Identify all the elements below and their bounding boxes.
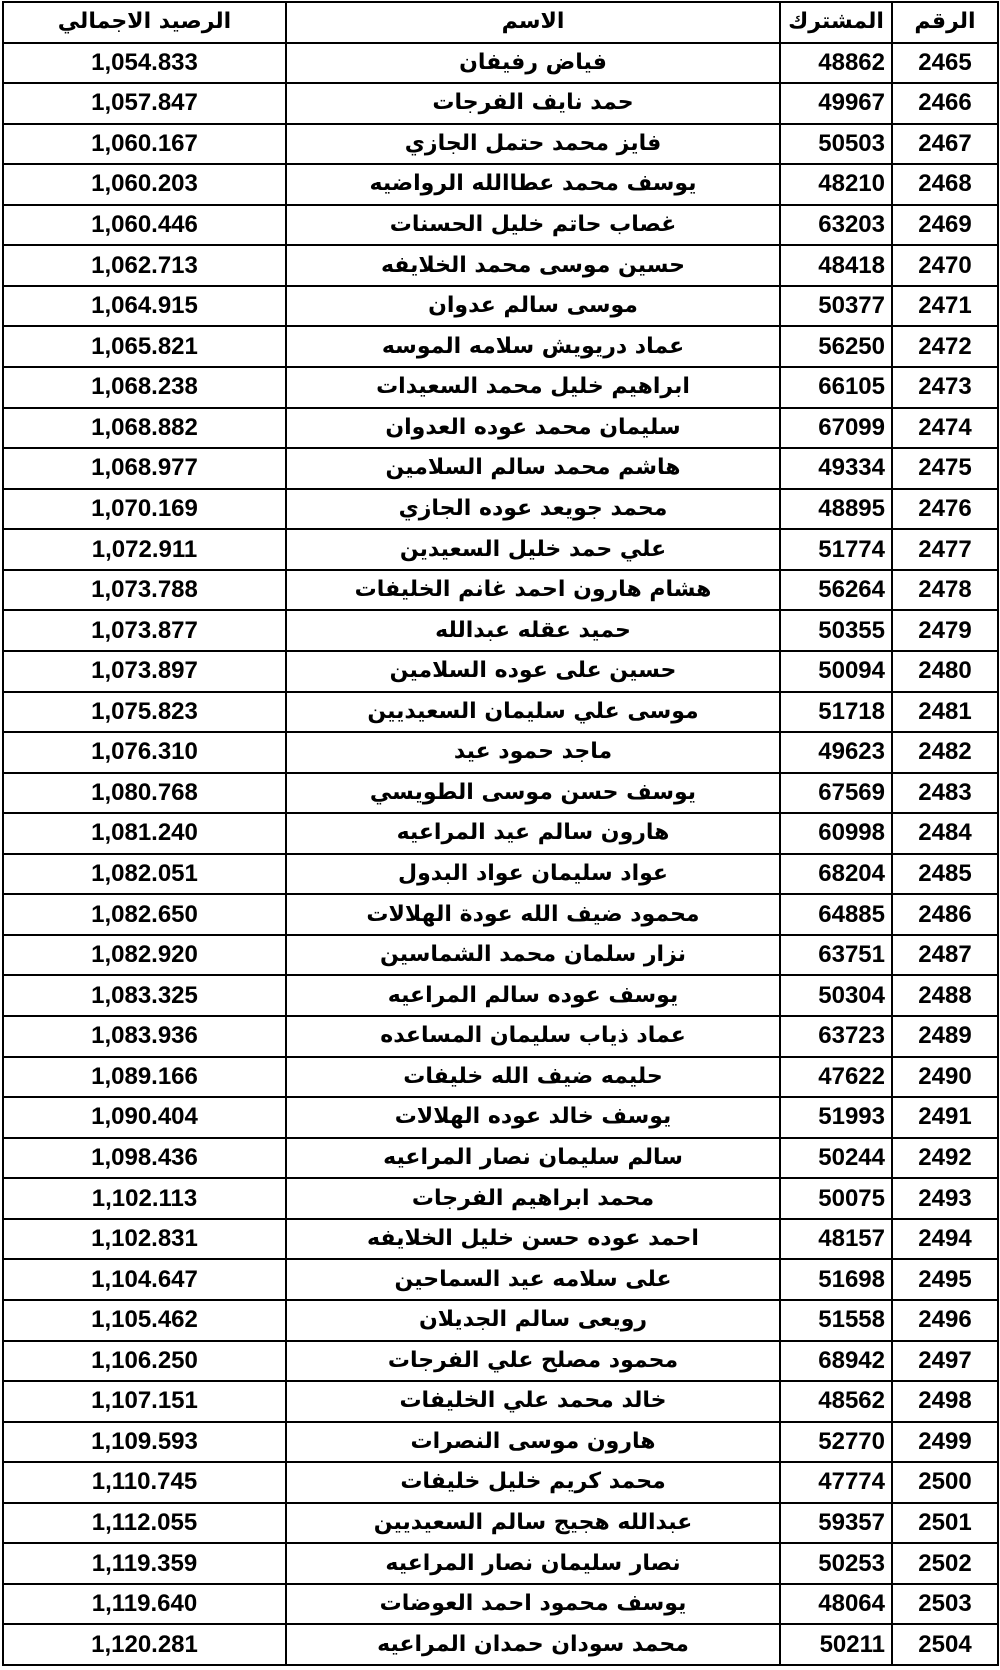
row-number-cell: 2468 — [892, 164, 998, 205]
table-row — [3, 1138, 998, 1179]
row-balance-cell: 1,054.833 — [3, 43, 286, 84]
row-subscriber-cell: 51993 — [780, 1097, 892, 1138]
row-balance-cell: 1,082.650 — [3, 894, 286, 935]
header-name: الاسم — [286, 2, 780, 43]
row-subscriber-cell: 68204 — [780, 854, 892, 895]
row-number-cell: 2476 — [892, 489, 998, 530]
row-subscriber-cell: 50355 — [780, 610, 892, 651]
row-name-cell: محمود مصلح علي الفرجات — [286, 1341, 780, 1382]
row-number-cell: 2500 — [892, 1462, 998, 1503]
row-name-cell: نزار سلمان محمد الشماسين — [286, 935, 780, 976]
table-row — [3, 1422, 998, 1463]
row-number-cell: 2473 — [892, 367, 998, 408]
table-row — [3, 1381, 998, 1422]
row-number-cell: 2502 — [892, 1543, 998, 1584]
row-number-cell: 2478 — [892, 570, 998, 611]
row-balance-cell: 1,068.238 — [3, 367, 286, 408]
row-number-cell: 2491 — [892, 1097, 998, 1138]
row-name-cell: فايز محمد حتمل الجازي — [286, 124, 780, 165]
row-name-cell: محمد كريم خليل خليفات — [286, 1462, 780, 1503]
row-subscriber-cell: 50094 — [780, 651, 892, 692]
row-name-cell: سالم سليمان نصار المراعيه — [286, 1138, 780, 1179]
row-subscriber-cell: 50244 — [780, 1138, 892, 1179]
row-subscriber-cell: 51718 — [780, 692, 892, 733]
row-name-cell: محمد ابراهيم الفرجات — [286, 1178, 780, 1219]
table-row — [3, 448, 998, 489]
table-body — [3, 43, 998, 1666]
row-number-cell: 2484 — [892, 813, 998, 854]
table-row — [3, 935, 998, 976]
row-number-cell: 2499 — [892, 1422, 998, 1463]
table-row — [3, 1057, 998, 1098]
row-balance-cell: 1,073.788 — [3, 570, 286, 611]
row-number-cell: 2466 — [892, 83, 998, 124]
table-row — [3, 529, 998, 570]
row-name-cell: ماجد حمود عيد — [286, 732, 780, 773]
row-balance-cell: 1,120.281 — [3, 1624, 286, 1665]
row-subscriber-cell: 48895 — [780, 489, 892, 530]
row-number-cell: 2471 — [892, 286, 998, 327]
row-number-cell: 2495 — [892, 1259, 998, 1300]
row-name-cell: هارون سالم عيد المراعيه — [286, 813, 780, 854]
row-subscriber-cell: 48064 — [780, 1584, 892, 1625]
row-balance-cell: 1,119.640 — [3, 1584, 286, 1625]
row-balance-cell: 1,107.151 — [3, 1381, 286, 1422]
row-number-cell: 2474 — [892, 408, 998, 449]
row-subscriber-cell: 50304 — [780, 975, 892, 1016]
table-row — [3, 1462, 998, 1503]
row-subscriber-cell: 59357 — [780, 1503, 892, 1544]
row-balance-cell: 1,119.359 — [3, 1543, 286, 1584]
table-row — [3, 1584, 998, 1625]
row-balance-cell: 1,081.240 — [3, 813, 286, 854]
table-row — [3, 692, 998, 733]
row-name-cell: محمد جويعد عوده الجازي — [286, 489, 780, 530]
row-balance-cell: 1,082.920 — [3, 935, 286, 976]
row-balance-cell: 1,104.647 — [3, 1259, 286, 1300]
table-row — [3, 1341, 998, 1382]
row-balance-cell: 1,109.593 — [3, 1422, 286, 1463]
table-row — [3, 854, 998, 895]
table-row — [3, 894, 998, 935]
row-number-cell: 2483 — [892, 773, 998, 814]
table-row — [3, 1016, 998, 1057]
row-name-cell: خالد محمد علي الخليفات — [286, 1381, 780, 1422]
row-number-cell: 2487 — [892, 935, 998, 976]
table-row — [3, 164, 998, 205]
row-number-cell: 2492 — [892, 1138, 998, 1179]
row-name-cell: يوسف حسن موسى الطويسي — [286, 773, 780, 814]
table-row — [3, 1219, 998, 1260]
row-name-cell: على سلامه عيد السماحين — [286, 1259, 780, 1300]
row-name-cell: يوسف خالد عوده الهلالات — [286, 1097, 780, 1138]
balances-table — [2, 1, 999, 1666]
row-number-cell: 2501 — [892, 1503, 998, 1544]
row-subscriber-cell: 64885 — [780, 894, 892, 935]
row-balance-cell: 1,089.166 — [3, 1057, 286, 1098]
row-name-cell: نصار سليمان نصار المراعيه — [286, 1543, 780, 1584]
table-row — [3, 367, 998, 408]
table-row — [3, 205, 998, 246]
row-balance-cell: 1,064.915 — [3, 286, 286, 327]
row-subscriber-cell: 63751 — [780, 935, 892, 976]
header-row — [3, 2, 998, 43]
row-subscriber-cell: 48210 — [780, 164, 892, 205]
row-subscriber-cell: 48157 — [780, 1219, 892, 1260]
row-balance-cell: 1,062.713 — [3, 245, 286, 286]
table-row — [3, 489, 998, 530]
row-subscriber-cell: 51774 — [780, 529, 892, 570]
row-name-cell: هاشم محمد سالم السلامين — [286, 448, 780, 489]
row-name-cell: حسين على عوده السلامين — [286, 651, 780, 692]
row-balance-cell: 1,057.847 — [3, 83, 286, 124]
header-subscriber: المشترك — [780, 2, 892, 43]
row-subscriber-cell: 50253 — [780, 1543, 892, 1584]
row-number-cell: 2480 — [892, 651, 998, 692]
row-number-cell: 2479 — [892, 610, 998, 651]
row-subscriber-cell: 67569 — [780, 773, 892, 814]
row-subscriber-cell: 50211 — [780, 1624, 892, 1665]
row-number-cell: 2494 — [892, 1219, 998, 1260]
row-name-cell: سليمان محمد عوده العدوان — [286, 408, 780, 449]
row-balance-cell: 1,072.911 — [3, 529, 286, 570]
row-number-cell: 2490 — [892, 1057, 998, 1098]
table-row — [3, 570, 998, 611]
row-name-cell: علي حمد خليل السعيدين — [286, 529, 780, 570]
row-subscriber-cell: 68942 — [780, 1341, 892, 1382]
row-balance-cell: 1,073.877 — [3, 610, 286, 651]
row-name-cell: يوسف محمود احمد العوضات — [286, 1584, 780, 1625]
row-name-cell: فياض رفيفان — [286, 43, 780, 84]
row-name-cell: هارون موسى النصرات — [286, 1422, 780, 1463]
row-subscriber-cell: 63723 — [780, 1016, 892, 1057]
row-balance-cell: 1,083.325 — [3, 975, 286, 1016]
row-number-cell: 2481 — [892, 692, 998, 733]
table-row — [3, 813, 998, 854]
row-balance-cell: 1,076.310 — [3, 732, 286, 773]
header-number: الرقم — [892, 2, 998, 43]
row-number-cell: 2469 — [892, 205, 998, 246]
table-row — [3, 1178, 998, 1219]
row-subscriber-cell: 51558 — [780, 1300, 892, 1341]
row-name-cell: هشام هارون احمد غانم الخليفات — [286, 570, 780, 611]
row-balance-cell: 1,060.167 — [3, 124, 286, 165]
row-balance-cell: 1,110.745 — [3, 1462, 286, 1503]
table-row — [3, 286, 998, 327]
row-name-cell: عبدالله هجيج سالم السعيديين — [286, 1503, 780, 1544]
row-subscriber-cell: 47774 — [780, 1462, 892, 1503]
table-row — [3, 610, 998, 651]
row-subscriber-cell: 50503 — [780, 124, 892, 165]
row-name-cell: حمد نايف الفرجات — [286, 83, 780, 124]
row-name-cell: رويعى سالم الجديلان — [286, 1300, 780, 1341]
row-number-cell: 2472 — [892, 326, 998, 367]
header-balance: الرصيد الاجمالي — [3, 2, 286, 43]
table-row — [3, 1503, 998, 1544]
table-row — [3, 1259, 998, 1300]
table-row — [3, 408, 998, 449]
row-subscriber-cell: 47622 — [780, 1057, 892, 1098]
row-name-cell: عواد سليمان عواد البدول — [286, 854, 780, 895]
row-name-cell: عماد ذياب سليمان المساعده — [286, 1016, 780, 1057]
row-number-cell: 2482 — [892, 732, 998, 773]
row-subscriber-cell: 48562 — [780, 1381, 892, 1422]
row-number-cell: 2486 — [892, 894, 998, 935]
row-subscriber-cell: 50075 — [780, 1178, 892, 1219]
row-number-cell: 2503 — [892, 1584, 998, 1625]
row-balance-cell: 1,106.250 — [3, 1341, 286, 1382]
row-balance-cell: 1,102.113 — [3, 1178, 286, 1219]
row-subscriber-cell: 48418 — [780, 245, 892, 286]
row-number-cell: 2485 — [892, 854, 998, 895]
row-number-cell: 2475 — [892, 448, 998, 489]
row-subscriber-cell: 49623 — [780, 732, 892, 773]
row-name-cell: حليمه ضيف الله خليفات — [286, 1057, 780, 1098]
row-number-cell: 2504 — [892, 1624, 998, 1665]
row-balance-cell: 1,060.203 — [3, 164, 286, 205]
row-balance-cell: 1,070.169 — [3, 489, 286, 530]
row-name-cell: غصاب حاتم خليل الحسنات — [286, 205, 780, 246]
table-row — [3, 651, 998, 692]
row-name-cell: محمد سودان حمدان المراعيه — [286, 1624, 780, 1665]
table-row — [3, 124, 998, 165]
table-row — [3, 1300, 998, 1341]
row-balance-cell: 1,083.936 — [3, 1016, 286, 1057]
row-balance-cell: 1,065.821 — [3, 326, 286, 367]
row-balance-cell: 1,068.882 — [3, 408, 286, 449]
row-name-cell: احمد عوده حسن خليل الخلايفه — [286, 1219, 780, 1260]
row-subscriber-cell: 56264 — [780, 570, 892, 611]
row-number-cell: 2496 — [892, 1300, 998, 1341]
table-row — [3, 732, 998, 773]
row-subscriber-cell: 56250 — [780, 326, 892, 367]
table-row — [3, 43, 998, 84]
row-balance-cell: 1,105.462 — [3, 1300, 286, 1341]
row-balance-cell: 1,090.404 — [3, 1097, 286, 1138]
table-row — [3, 326, 998, 367]
row-name-cell: موسى سالم عدوان — [286, 286, 780, 327]
row-balance-cell: 1,080.768 — [3, 773, 286, 814]
table-row — [3, 83, 998, 124]
row-name-cell: محمود ضيف الله عودة الهلالات — [286, 894, 780, 935]
table-row — [3, 773, 998, 814]
table-row — [3, 1624, 998, 1665]
row-subscriber-cell: 52770 — [780, 1422, 892, 1463]
row-balance-cell: 1,112.055 — [3, 1503, 286, 1544]
row-name-cell: عماد دريويش سلامه الموسه — [286, 326, 780, 367]
row-name-cell: موسى علي سليمان السعيديين — [286, 692, 780, 733]
row-subscriber-cell: 67099 — [780, 408, 892, 449]
row-balance-cell: 1,073.897 — [3, 651, 286, 692]
row-number-cell: 2470 — [892, 245, 998, 286]
table-row — [3, 245, 998, 286]
table-row — [3, 1543, 998, 1584]
row-subscriber-cell: 48862 — [780, 43, 892, 84]
row-balance-cell: 1,075.823 — [3, 692, 286, 733]
row-subscriber-cell: 51698 — [780, 1259, 892, 1300]
row-balance-cell: 1,098.436 — [3, 1138, 286, 1179]
row-name-cell: يوسف محمد عطاالله الرواضيه — [286, 164, 780, 205]
row-name-cell: حسين موسى محمد الخلايفه — [286, 245, 780, 286]
row-number-cell: 2493 — [892, 1178, 998, 1219]
row-name-cell: يوسف عوده سالم المراعيه — [286, 975, 780, 1016]
row-subscriber-cell: 49967 — [780, 83, 892, 124]
table-row — [3, 975, 998, 1016]
row-subscriber-cell: 63203 — [780, 205, 892, 246]
row-name-cell: حميد عقله عبدالله — [286, 610, 780, 651]
row-subscriber-cell: 49334 — [780, 448, 892, 489]
row-name-cell: ابراهيم خليل محمد السعيدات — [286, 367, 780, 408]
row-subscriber-cell: 66105 — [780, 367, 892, 408]
table-row — [3, 1097, 998, 1138]
row-number-cell: 2497 — [892, 1341, 998, 1382]
row-number-cell: 2488 — [892, 975, 998, 1016]
row-subscriber-cell: 50377 — [780, 286, 892, 327]
row-number-cell: 2477 — [892, 529, 998, 570]
row-number-cell: 2467 — [892, 124, 998, 165]
row-balance-cell: 1,068.977 — [3, 448, 286, 489]
row-number-cell: 2498 — [892, 1381, 998, 1422]
row-balance-cell: 1,082.051 — [3, 854, 286, 895]
row-balance-cell: 1,102.831 — [3, 1219, 286, 1260]
row-number-cell: 2489 — [892, 1016, 998, 1057]
row-number-cell: 2465 — [892, 43, 998, 84]
row-balance-cell: 1,060.446 — [3, 205, 286, 246]
row-subscriber-cell: 60998 — [780, 813, 892, 854]
